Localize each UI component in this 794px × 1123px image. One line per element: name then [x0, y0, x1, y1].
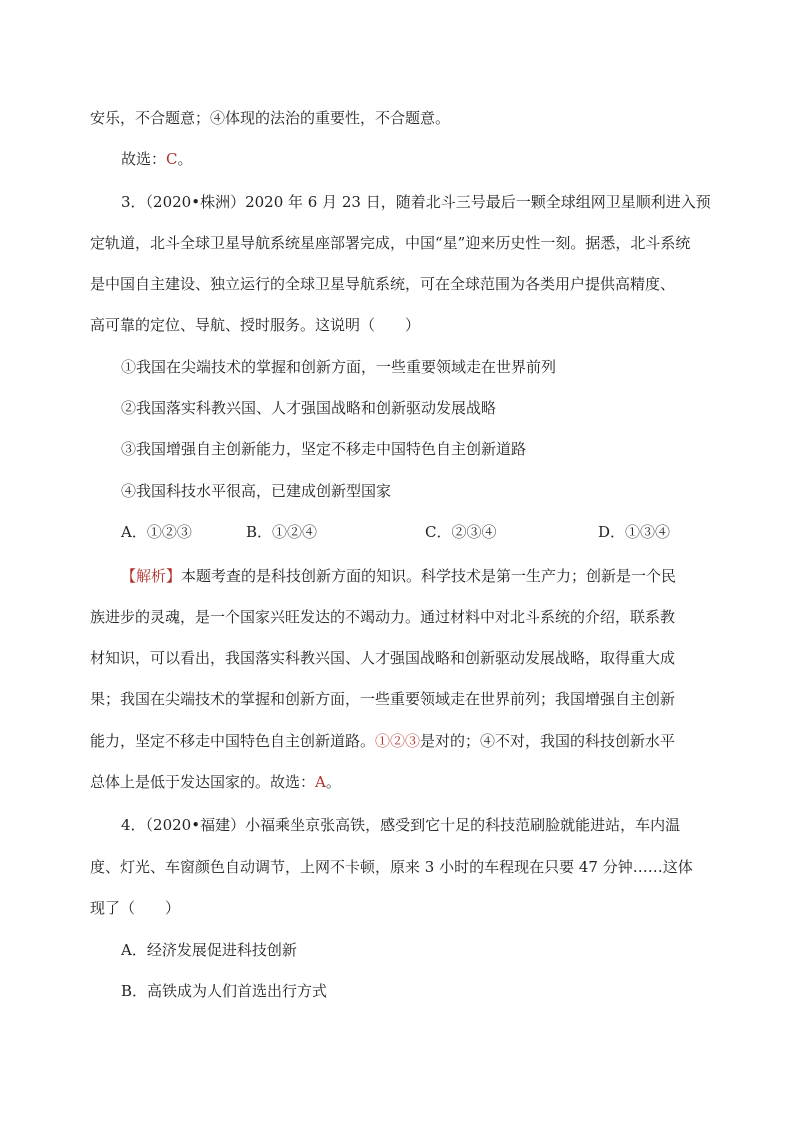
analysis-text: 。 — [325, 773, 341, 791]
analysis-line-2: 族进步的灵魂，是一个国家兴旺发达的不竭动力。通过材料中对北斗系统的介绍，联系教 — [90, 608, 676, 626]
q3-statement-1: ①我国在尖端技术的掌握和创新方面，一些重要领域走在世界前列 — [121, 358, 557, 376]
q3-choices — [121, 522, 711, 542]
q4-stem-line-3: 现了（ ） — [90, 899, 181, 917]
analysis-text: 能力，坚定不移走中国特色自主创新道路。 — [90, 732, 376, 750]
q3-choice-c: C．②③④ — [425, 523, 497, 541]
q4-stem-line-2: 度、灯光、车窗颜色自动调节，上网不卡顿，原来 3 小时的车程现在只要 47 分钟……这体 — [90, 858, 693, 876]
analysis-tag: 【解析】 — [121, 567, 182, 585]
answer-letter: C — [166, 150, 178, 168]
analysis-line-1 — [121, 566, 676, 586]
q3-choice-a: A．①②③ — [121, 523, 192, 541]
analysis-line-6 — [90, 772, 341, 792]
analysis-answer-letter: A — [315, 773, 326, 791]
analysis-text: 总体上是低于发达国家的。故选： — [90, 773, 316, 791]
q3-stem-line-1: 3．（2020•株洲）2020 年 6 月 23 日，随着北斗三号最后一颗全球组网卫星顺利进入预 — [121, 193, 711, 211]
q3-statement-4: ④我国科技水平很高，已建成创新型国家 — [121, 482, 392, 500]
q3-statement-2: ②我国落实科教兴国、人才强国战略和创新驱动发展战略 — [121, 399, 497, 417]
q4-choice-b: B．高铁成为人们首选出行方式 — [121, 982, 328, 1000]
answer-period: 。 — [177, 150, 193, 168]
q3-statement-3: ③我国增强自主创新能力，坚定不移走中国特色自主创新道路 — [121, 440, 527, 458]
analysis-line-3: 材知识，可以看出，我国落实科教兴国、人才强国战略和创新驱动发展战略，取得重大成 — [90, 649, 676, 667]
q3-stem-line-2: 定轨道，北斗全球卫星导航系统星座部署完成，中国“星”迎来历史性一刻。据悉，北斗系统 — [90, 234, 691, 252]
q3-stem-line-4: 高可靠的定位、导航、授时服务。这说明（ ） — [90, 316, 421, 334]
analysis-line-4: 果；我国在尖端技术的掌握和创新方面，一些重要领域走在世界前列；我国增强自主创新 — [90, 690, 676, 708]
q3-stem-line-3: 是中国自主建设、独立运行的全球卫星导航系统，可在全球范围为各类用户提供高精度、 — [90, 275, 676, 293]
q3-choice-b: B．①②④ — [246, 523, 318, 541]
analysis-line-5 — [90, 731, 675, 751]
answer-label: 故选： — [121, 150, 167, 168]
previous-answer-tail: 安乐，不合题意；④体现的法治的重要性，不合题意。 — [90, 109, 451, 127]
q3-choice-d: D．①③④ — [598, 523, 671, 541]
analysis-correct-items: ①②③ — [375, 732, 421, 750]
q4-stem-line-1: 4．（2020•福建）小福乘坐京张高铁，感受到它十足的科技范刷脸就能进站，车内温 — [121, 816, 681, 834]
analysis-text: 本题考查的是科技创新方面的知识。科学技术是第一生产力；创新是一个民 — [181, 567, 677, 585]
previous-answer-choice — [121, 149, 193, 169]
q4-choice-a: A．经济发展促进科技创新 — [121, 941, 297, 959]
analysis-text: 是对的；④不对，我国的科技创新水平 — [420, 732, 676, 750]
